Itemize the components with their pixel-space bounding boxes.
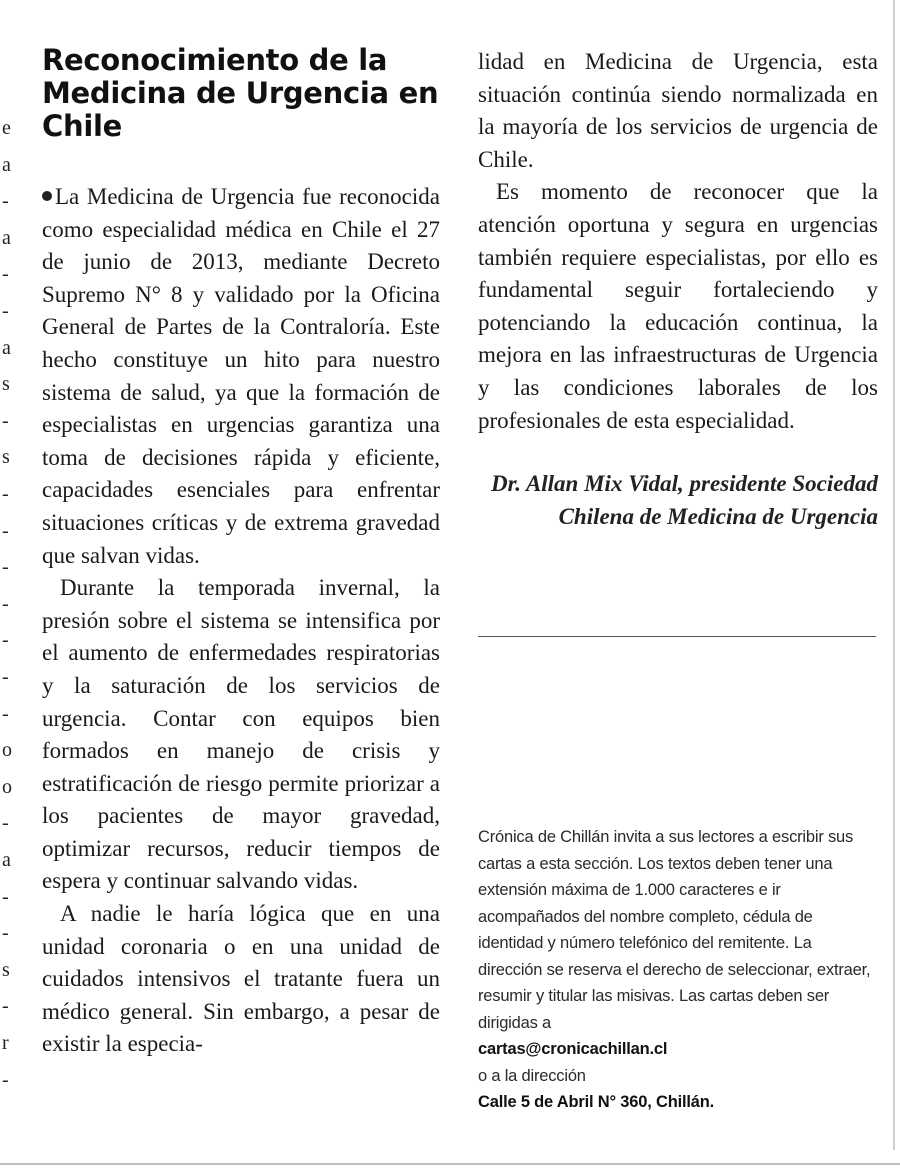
edge-glyph: a [2,226,11,249]
edge-glyph: o [2,775,12,798]
edge-glyph: - [2,922,9,945]
right-column [478,46,878,533]
edge-glyph: a [2,849,11,871]
paragraph-2: Durante la temporada invernal, la presión sobre el sistema se intensifica por el aumento de enfermedades respiratorias y la saturación de los servicios de urgencia. Contar con equipos bien formados en manejo de crisis y estratificación de riesgo permite priorizar a los pacientes de mayor gravedad, optimizar recursos, reducir tiempos de espera y continuar salvando vidas. [42,575,440,894]
edge-glyph: s [2,373,10,396]
edge-glyph: - [2,409,9,432]
bullet-icon [42,191,52,201]
edge-glyph: - [2,519,9,542]
edge-glyph: - [2,629,9,652]
edge-glyph: - [2,300,9,322]
edge-glyph: a [2,336,11,359]
edge-glyph: o [2,739,12,762]
paragraph-3-start: A nadie le haría lógica que en una unidad coronaria o en una unidad de cuidados intensivos el tratante fuera un médico general. Sin embargo, a pesar de existir la especia- [42,901,440,1057]
paragraph-3-end: lidad en Medicina de Urgencia, esta situación continúa siendo normalizada en la mayoría de los servicios de urgencia de Chile. [478,49,878,172]
submission-address: Calle 5 de Abril N° 360, Chillán. [478,1093,714,1111]
submission-note-text: Crónica de Chillán invita a sus lectores a escribir sus cartas a esta sección. Los textos deben tener una extensión máxima de 1.000 caracteres e ir acompañados del nombre completo, cédula de identidad y número telefónico del remitente. La dirección se reserva el derecho de seleccionar, extraer, resumir y titular las misivas. Las cartas deben ser dirigidas a [478,828,871,1032]
edge-glyph: - [2,556,9,579]
edge-glyph: - [2,483,9,505]
left-column [42,44,440,1061]
edge-glyph: - [2,812,9,835]
edge-glyph: - [2,263,9,286]
edge-glyph: s [2,446,10,469]
column-divider-right [893,0,895,1150]
submission-email: cartas@cronicachillan.cl [478,1040,668,1058]
edge-glyph: r [2,1032,9,1054]
edge-glyph: e [2,117,11,139]
author-signature: Dr. Allan Mix Vidal, presidente Sociedad Chilena de Medicina de Urgencia [491,471,878,530]
article-body-right [478,46,878,437]
paragraph-1-text: La Medicina de Urgencia fue reconocida como especialidad médica en Chile el 27 de junio de 2013, mediante Decreto Supremo N° 8 y validado por la Oficina General de Partes de la Contraloría. Este hecho constituye un hito para nuestro sistema de salud, ya que la formación de especialistas en urgencias garantiza una toma de decisiones rápida y eficiente, capacidades esenciales para enfrentar situaciones críticas y de extrema gravedad que salvan vidas. [42,184,440,568]
paragraph-1 [42,181,440,572]
article-body-left [42,181,440,1061]
edge-glyph: s [2,958,10,981]
paragraph-4: Es momento de reconocer que la atención oportuna y segura en urgencias también requiere especialistas, por ello es fundamental seguir fortaleciendo y potenciando la educación continua, la mejora en las infraestructuras de Urgencia y las condiciones laborales de los profesionales de esta especialidad. [478,179,878,433]
edge-glyph: - [2,190,9,213]
article-headline: Reconocimiento de la Medicina de Urgencia en Chile [42,43,439,143]
edge-glyph: - [2,995,9,1018]
edge-glyph: - [2,885,9,908]
edge-glyph: - [2,1068,9,1091]
section-separator [478,636,876,637]
edge-glyph: - [2,592,9,615]
letters-submission-note [478,824,874,1116]
page-bottom-rule [0,1163,900,1165]
edge-glyph: - [2,702,9,725]
edge-glyph: a [2,153,11,176]
submission-via-text: o a la dirección [478,1066,586,1085]
edge-glyph: - [2,666,9,688]
